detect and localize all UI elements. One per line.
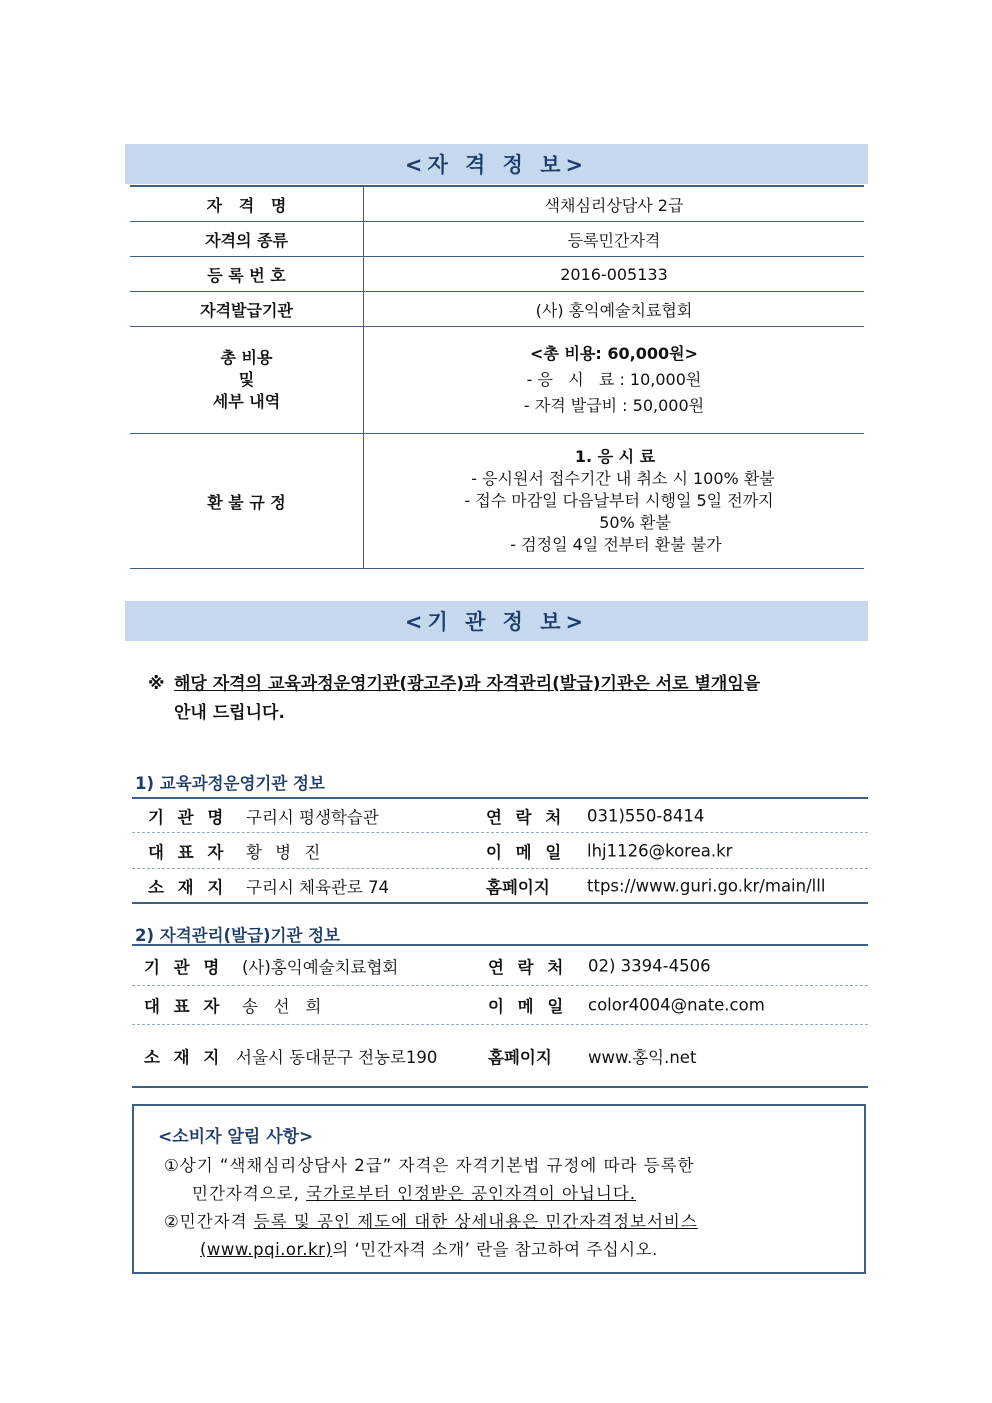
consumer-notice-line [192,1180,636,1204]
table-row [130,222,864,257]
consumer-notice-text: 의 ‘민간자격 소개’ 란을 참고하여 주십시오. [332,1240,658,1259]
refund-line: - 접수 마감일 다음날부터 시행일 5일 전까지 [464,491,774,510]
issuer-org-title: 2) 자격관리(발급)기관 정보 [135,926,340,945]
homepage-value: www.홍익.net [588,1047,697,1067]
cost-item: - 응 시 료 : 10,000원 [526,370,702,389]
issuing-body-value: (사) 홍익예술치료협회 [364,292,865,327]
representative-label: 대 표 자 [144,997,224,1016]
table-row [130,186,864,222]
cost-total: <총 비용: 60,000원> [530,344,698,363]
refund-details [364,434,865,569]
consumer-notice-box [132,1104,866,1274]
notice [148,670,848,728]
qualification-type-label: 자격의 종류 [130,222,364,257]
table-row [132,799,868,833]
cost-label-line: 및 [238,370,255,389]
consumer-notice-underlined: 등록 및 공인 제도에 대한 상세내용은 민간자격정보서비스 [253,1212,698,1231]
qualification-table [130,185,864,569]
qualification-name-value: 색채심리상담사 2급 [364,186,865,222]
registration-number-label: 등 록 번 호 [130,257,364,292]
address-value: 구리시 체육관로 74 [246,877,390,897]
qualification-section-header: <자 격 정 보> [125,144,868,184]
homepage-label: 홈페이지 [486,877,550,897]
consumer-notice-text: 민간자격으로, [192,1184,307,1203]
table-row [130,257,864,292]
homepage-label: 홈페이지 [488,1047,552,1067]
notice-mark: ※ [148,674,165,694]
cost-label [130,327,364,434]
org-name-value: (사)홍익예술치료협회 [242,957,399,977]
notice-text: 안내 드립니다. [174,703,285,723]
cost-details [364,327,865,434]
refund-label: 환 불 규 정 [130,434,364,569]
representative-value: 황 병 진 [246,842,325,862]
table-row [132,833,868,869]
contact-value: 02) 3394-4506 [588,956,711,975]
registration-number-value: 2016-005133 [364,257,865,292]
table-row [132,946,868,986]
institution-section-header: <기 관 정 보> [125,601,868,641]
address-label: 소 재 지 [144,1047,224,1067]
refund-line: 50% 환불 [599,513,671,532]
issuer-org-table [132,944,868,1088]
qualification-name-label: 자 격 명 [130,186,364,222]
email-value: color4004@nate.com [588,995,765,1015]
email-label: 이 메 일 [486,842,566,862]
consumer-notice-line [164,1208,698,1232]
consumer-notice-line [200,1236,658,1260]
consumer-notice-title: <소비자 알림 사항> [158,1127,314,1147]
cost-label-line: 세부 내역 [212,392,281,411]
email-label: 이 메 일 [488,997,568,1016]
homepage-value: ttps://www.guri.go.kr/main/lll [587,876,826,895]
org-name-value: 구리시 평생학습관 [246,807,379,827]
table-row [132,869,868,902]
issuing-body-label: 자격발급기관 [130,292,364,327]
consumer-notice-line: ①상기 “색채심리상담사 2급” 자격은 자격기본법 규정에 따라 등록한 [164,1156,695,1175]
consumer-notice-text: ②민간자격 [164,1212,254,1231]
contact-label: 연 락 처 [486,807,566,827]
refund-title: 1. 응 시 료 [574,447,656,466]
consumer-notice-underlined: 국가로부터 인정받은 공인자격이 아닙니다. [306,1184,637,1203]
representative-value: 송 선 희 [242,997,322,1016]
qualification-type-value: 등록민간자격 [364,222,865,257]
contact-value: 031)550-8414 [587,806,705,825]
pqi-link[interactable]: (www.pqi.or.kr) [200,1240,333,1259]
org-name-label: 기 관 명 [144,957,224,977]
notice-text: 을 [743,674,761,694]
contact-label: 연 락 처 [488,957,568,977]
notice-underlined-text: 해당 자격의 교육과정운영기관(광고주)과 자격관리(발급)기관은 서로 별개임 [174,674,744,694]
address-value: 서울시 동대문구 전농로190 [236,1047,438,1067]
table-row [130,292,864,327]
table-row [130,434,864,569]
address-label: 소 재 지 [148,877,228,897]
edu-org-table [132,797,868,904]
edu-org-title: 1) 교육과정운영기관 정보 [135,774,325,793]
refund-line: - 검정일 4일 전부터 환불 불가 [510,535,722,554]
cost-label-line: 총 비용 [220,348,273,367]
refund-line: - 응시원서 접수기간 내 취소 시 100% 환불 [471,469,775,488]
org-name-label: 기 관 명 [148,807,228,827]
table-row [130,327,864,434]
cost-item: - 자격 발급비 : 50,000원 [523,396,705,415]
table-row [132,1025,868,1086]
table-row [132,986,868,1025]
email-value: lhj1126@korea.kr [587,841,733,860]
representative-label: 대 표 자 [148,842,228,862]
